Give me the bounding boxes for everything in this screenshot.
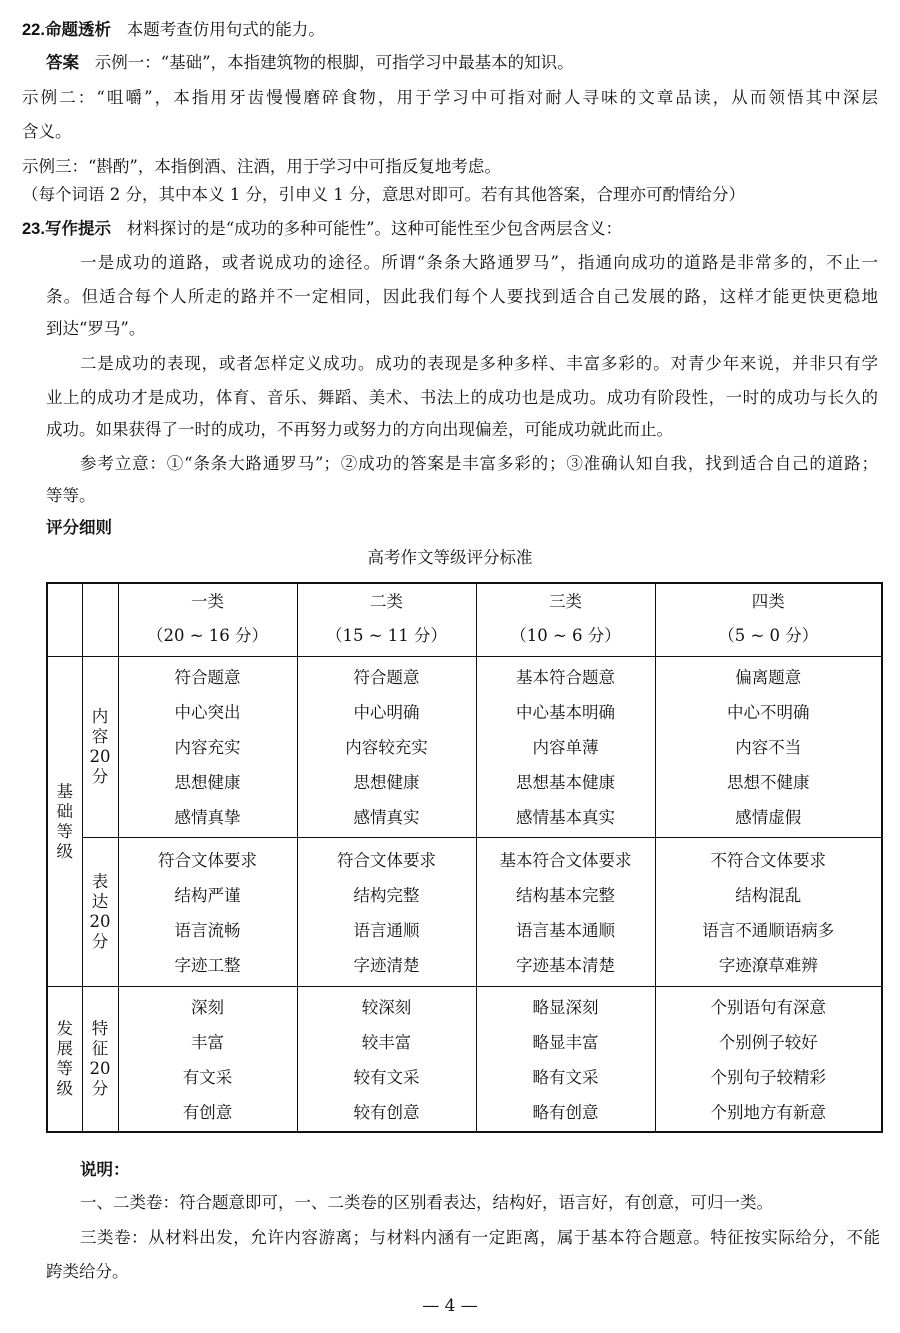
grade-cell [476,987,655,1133]
cell-line: 等 [56,1059,73,1078]
cell-line: 不符合文体要求 [710,851,826,870]
cell-line: 级 [56,841,73,861]
cell-line: 20 [89,912,111,931]
cell-line: 语言通顺 [353,921,420,940]
q22-header [22,20,880,40]
group-label-basic [47,657,82,987]
cell-line: 个别例子较好 [718,1033,818,1052]
grade-cell [476,838,655,987]
column-range: （15 ~ 11 分） [325,626,448,645]
column-name: 三类 [549,592,582,611]
cell-line: 基本符合题意 [516,668,615,687]
grade-cell [655,657,882,838]
cell-line: 内容单薄 [532,738,599,757]
cell-line: 展 [56,1039,73,1058]
cell-line: 较有文采 [353,1068,420,1087]
sub-label-feature [82,987,118,1133]
q22-answer-label: 答案 [46,53,79,72]
scoring-heading: 评分细则 [46,518,112,537]
corner-cell-2 [82,583,118,657]
q22-answer-line [46,53,880,73]
cell-line: 思想基本健康 [516,773,615,792]
cell-line: 分 [91,932,109,951]
notes-n2b: 跨类给分。 [46,1262,129,1281]
cell-line: 字迹工整 [174,956,241,975]
cell-line: 略有文采 [532,1068,599,1087]
q22-example2a: 示例二：“咀嚼”，本指用牙齿慢慢磨碎食物，用于学习中可指对耐人寻味的文章品读，从而领悟其中深层 [22,88,878,107]
column-range: （20 ~ 16 分） [146,626,269,645]
cell-line: 略显丰富 [532,1033,599,1052]
cell-line: 级 [56,1079,73,1098]
cell-line: 内 [91,707,109,726]
q22-note: （每个词语 2 分，其中本义 1 分，引申义 1 分，意思对即可。若有其他答案，合理亦可酌情给分） [22,185,745,204]
cell-line: 略显深刻 [532,998,599,1017]
cell-line: 感情真挚 [174,808,241,827]
cell-line: 征 [91,1039,109,1058]
cell-line: 深刻 [191,998,224,1017]
cell-line: 符合题意 [353,668,420,687]
cell-line: 有文采 [182,1068,233,1087]
grade-cell [655,987,882,1133]
cell-line: 20 [89,747,111,766]
grade-cell [297,987,476,1133]
column-name: 二类 [370,592,403,611]
q22-example1: 示例一：“基础”，本指建筑物的根脚，可指学习中最基本的知识。 [94,53,574,72]
cell-line: 偏离题意 [735,668,802,687]
cell-line: 感情基本真实 [516,808,615,827]
table-row-feature [47,987,882,1133]
cell-line: 20 [89,1059,111,1078]
cell-line: 内容较充实 [345,738,428,757]
cell-line: 结构严谨 [174,886,241,905]
cell-line: 等 [56,821,73,841]
cell-line: 内容不当 [735,738,802,757]
cell-line: 感情真实 [353,808,420,827]
cell-line: 字迹潦草难辨 [718,956,818,975]
cell-line: 中心突出 [174,703,241,722]
cell-line: 思想健康 [174,773,241,792]
notes-n1: 一、二类卷：符合题意即可，一、二类卷的区别看表达，结构好，语言好，有创意，可归一类。 [80,1193,773,1212]
column-range: （10 ~ 6 分） [510,626,621,645]
cell-line: 思想不健康 [727,773,810,792]
q23-p3b: 等等。 [46,486,96,505]
cell-line: 内容充实 [174,738,241,757]
column-range: （5 ~ 0 分） [718,626,819,645]
table-header-row [47,583,882,657]
q22-number: 22. [22,21,45,39]
cell-line: 基本符合文体要求 [499,851,632,870]
cell-line: 结构基本完整 [516,886,615,905]
cell-line: 较丰富 [361,1033,412,1052]
notes-label: 说明： [80,1160,130,1179]
cell-line: 丰富 [191,1033,224,1052]
cell-line: 较深刻 [361,998,412,1017]
grade-cell [655,838,882,987]
page-number: — 4 — [422,1296,478,1316]
grade-cell [476,657,655,838]
column-header [476,583,655,657]
grade-cell [297,657,476,838]
cell-line: 字迹清楚 [353,956,420,975]
cell-line: 思想健康 [353,773,420,792]
column-header [297,583,476,657]
cell-line: 结构完整 [353,886,420,905]
q22-text: 本题考查仿用句式的能力。 [126,20,325,39]
q22-label: 命题透析 [44,20,111,39]
q23-p2b: 业上的成功才是成功，体育、音乐、舞蹈、美术、书法上的成功也是成功。成功有阶段性，一时的成功与长久的 [46,388,878,407]
cell-line: 分 [91,1079,109,1098]
cell-line: 感情虚假 [735,808,802,827]
table-row-expression [47,838,882,987]
corner-cell-1 [47,583,82,657]
cell-line: 略有创意 [532,1103,599,1122]
cell-line: 个别句子较精彩 [710,1068,826,1087]
cell-line: 达 [91,892,109,911]
cell-line: 个别地方有新意 [710,1103,826,1122]
q22-example2b: 含义。 [22,122,72,141]
column-name: 一类 [191,592,224,611]
grade-cell [297,838,476,987]
cell-line: 语言不通顺语病多 [702,921,835,940]
notes-n2a: 三类卷：从材料出发，允许内容游离；与材料内涵有一定距离，属于基本符合题意。特征按实际给分，不能 [80,1228,880,1247]
table-title: 高考作文等级评分标准 [367,548,533,567]
cell-line: 中心不明确 [727,703,810,722]
cell-line: 容 [91,727,109,746]
cell-line: 符合文体要求 [337,851,436,870]
q23-p1a: 一是成功的道路，或者说成功的途径。所谓“条条大路通罗马”，指通向成功的道路是非常多的，不止一 [80,253,878,272]
cell-line: 础 [56,801,73,821]
column-header [118,583,297,657]
cell-line: 分 [91,767,109,786]
cell-line: 发 [56,1019,73,1038]
grade-cell [118,838,297,987]
column-name: 四类 [751,592,785,611]
grading-table [46,582,883,1133]
q23-p1b: 条。但适合每个人所走的路并不一定相同，因此我们每个人要找到适合自己发展的路，这样才能更快更稳地 [46,287,878,306]
group-label-development [47,987,82,1133]
q22-example3: 示例三：“斟酌”，本指倒酒、注酒，用于学习中可指反复地考虑。 [22,157,501,176]
cell-line: 较有创意 [353,1103,420,1122]
cell-line: 表 [91,872,109,891]
q23-text: 材料探讨的是“成功的多种可能性”。这种可能性至少包含两层含义： [126,219,623,238]
q23-label: 写作提示 [44,219,111,238]
q23-p2c: 成功。如果获得了一时的成功，不再努力或努力的方向出现偏差，可能成功就此而止。 [46,420,673,439]
column-header [655,583,882,657]
sub-label-expression [82,838,118,987]
q23-number: 23. [22,220,45,238]
cell-line: 结构混乱 [735,886,802,905]
q23-p3a: 参考立意：①“条条大路通罗马”；②成功的答案是丰富多彩的；③准确认知自我，找到适合自己的道路； [80,454,878,473]
cell-line: 特 [91,1019,109,1038]
sub-label-content [82,657,118,838]
cell-line: 有创意 [182,1103,233,1122]
cell-line: 中心明确 [353,703,420,722]
cell-line: 语言流畅 [174,921,241,940]
grade-cell [118,657,297,838]
cell-line: 符合题意 [174,668,241,687]
cell-line: 中心基本明确 [516,703,615,722]
q23-header [22,219,880,239]
cell-line: 符合文体要求 [158,851,257,870]
table-row-content [47,657,882,838]
cell-line: 基 [56,781,73,801]
cell-line: 个别语句有深意 [710,998,826,1017]
q23-p2a: 二是成功的表现，或者怎样定义成功。成功的表现是多种多样、丰富多彩的。对青少年来说，并非只有学 [80,354,878,373]
grade-cell [118,987,297,1133]
cell-line: 字迹基本清楚 [516,956,615,975]
cell-line: 语言基本通顺 [516,921,615,940]
q23-p1c: 到达“罗马”。 [46,319,146,338]
